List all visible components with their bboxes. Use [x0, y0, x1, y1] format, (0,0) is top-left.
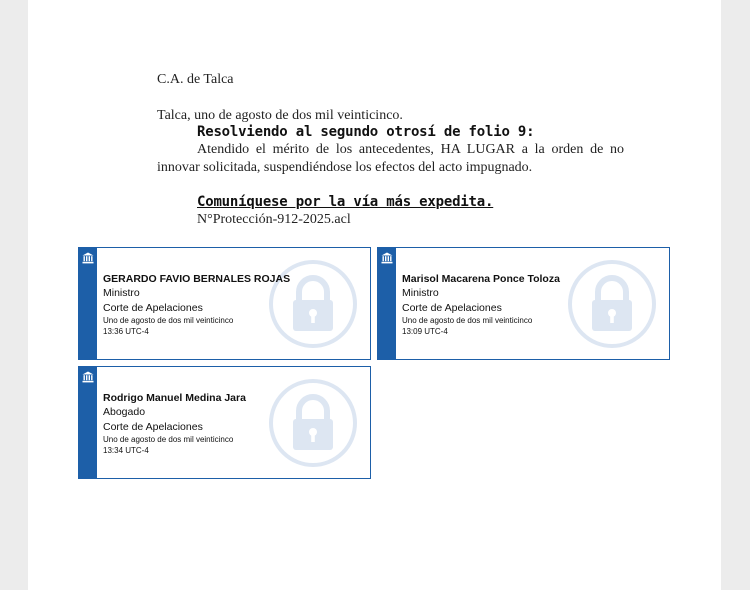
signature-bar: [79, 248, 97, 359]
signer-role: Abogado: [103, 406, 146, 418]
courthouse-icon: [82, 252, 94, 264]
signature-time: 13:36 UTC-4: [103, 326, 149, 336]
resolution-paragraph: Atendido el mérito de los antecedentes, HA LUGAR a la orden de no innovar solicitada, suspendiéndose los efectos del acto impugnado.: [157, 142, 624, 175]
signature-box: [78, 247, 371, 360]
signature-box: [377, 247, 670, 360]
signature-box: [78, 366, 371, 479]
communication-line: Comuníquese por la vía más expedita.: [197, 194, 494, 210]
resolution-heading: Resolviendo al segundo otrosí de folio 9:: [197, 124, 535, 140]
lock-icon: [567, 259, 657, 349]
signature-time: 13:34 UTC-4: [103, 445, 149, 455]
signer-name: GERARDO FAVIO BERNALES ROJAS: [103, 273, 291, 285]
signer-organization: Corte de Apelaciones: [103, 301, 203, 314]
signer-organization: Corte de Apelaciones: [402, 301, 502, 314]
lock-icon: [268, 378, 358, 468]
courthouse-icon: [82, 371, 94, 383]
signer-role: Ministro: [103, 287, 140, 299]
signer-role: Ministro: [402, 287, 439, 299]
signature-date: Uno de agosto de dos mil veinticinco: [402, 316, 533, 325]
signer-name: Marisol Macarena Ponce Toloza: [402, 273, 560, 285]
signature-info: [103, 272, 290, 336]
signature-date: Uno de agosto de dos mil veinticinco: [103, 435, 234, 444]
court-name: C.A. de Talca: [157, 72, 234, 87]
date-line: Talca, uno de agosto de dos mil veinticinco.: [157, 108, 403, 123]
signer-name: Rodrigo Manuel Medina Jara: [103, 392, 246, 404]
courthouse-icon: [381, 252, 393, 264]
signature-bar: [378, 248, 396, 359]
document-page: [28, 0, 721, 590]
signature-info: [402, 272, 560, 336]
signature-bar: [79, 367, 97, 478]
signature-info: [103, 391, 246, 455]
signer-organization: Corte de Apelaciones: [103, 420, 203, 433]
case-number: N°Protección-912-2025.acl: [197, 212, 351, 227]
signature-time: 13:09 UTC-4: [402, 326, 448, 336]
signature-date: Uno de agosto de dos mil veinticinco: [103, 316, 234, 325]
